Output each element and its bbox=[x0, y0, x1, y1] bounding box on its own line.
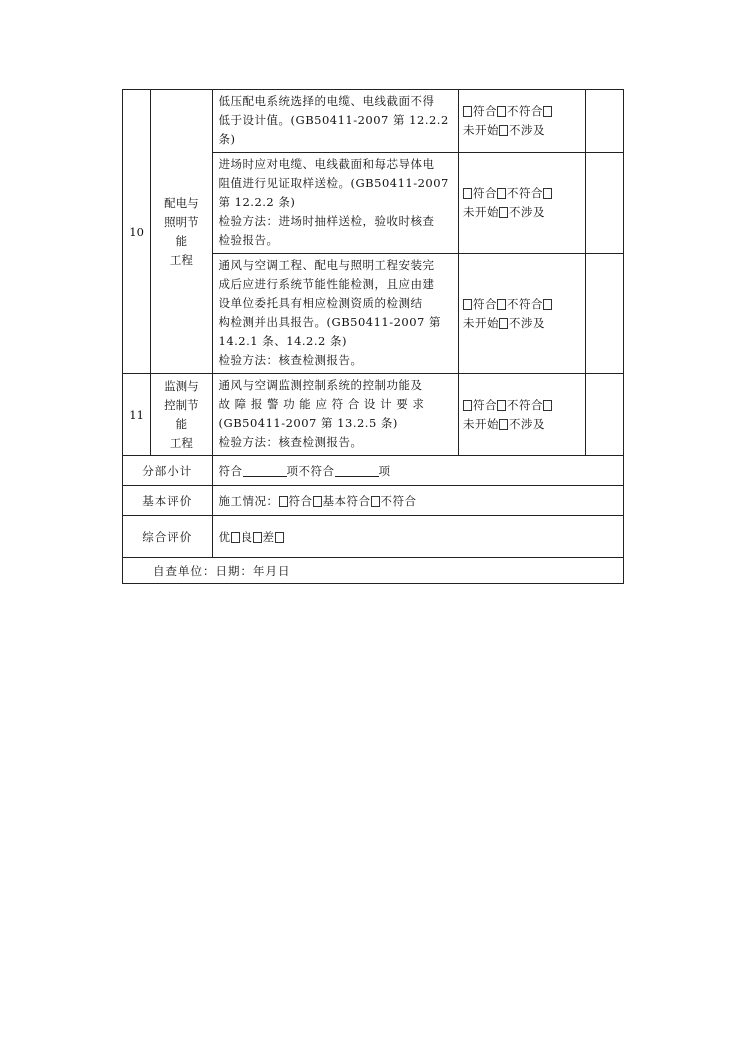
checkbox[interactable] bbox=[463, 106, 472, 117]
subtotal-value: 符合 项不符合 项 bbox=[212, 456, 623, 486]
checkbox[interactable] bbox=[231, 532, 240, 543]
row-number: 10 bbox=[123, 90, 151, 374]
overall-eval-value: 优 良 差 bbox=[212, 516, 623, 558]
result-options: 符合 不符合 未开始 不涉及 bbox=[458, 90, 585, 153]
checkbox[interactable] bbox=[499, 318, 508, 329]
project-name-cell: 配电与 照明节 能 工程 bbox=[151, 90, 212, 374]
checkbox[interactable] bbox=[279, 496, 288, 507]
checkbox[interactable] bbox=[497, 299, 506, 310]
checkbox[interactable] bbox=[543, 400, 552, 411]
checkbox[interactable] bbox=[463, 188, 472, 199]
basic-eval-value: 施工情况： 符合 基本符合 不符合 bbox=[212, 486, 623, 516]
checkbox[interactable] bbox=[497, 106, 506, 117]
overall-eval-row bbox=[123, 516, 624, 558]
checkbox[interactable] bbox=[499, 207, 508, 218]
checkbox[interactable] bbox=[499, 125, 508, 136]
result-options: 符合 不符合 未开始 不涉及 bbox=[458, 153, 585, 254]
table-row-11 bbox=[123, 374, 624, 456]
row-number: 11 bbox=[123, 374, 151, 456]
requirement-desc: 进场时应对电缆、电线截面和每芯导体电 阻值进行见证取样送检。(GB50411-2007 第 12.2.2 条) 检验方法：进场时抽样送检，验收时核查 检验报告。 bbox=[212, 153, 458, 254]
basic-eval-row bbox=[123, 486, 624, 516]
requirement-desc: 低压配电系统选择的电缆、电线截面不得 低于设计值。(GB50411-2007 第 12.2.2 条) bbox=[212, 90, 458, 153]
inspection-table bbox=[122, 89, 624, 584]
checkbox[interactable] bbox=[543, 188, 552, 199]
remarks-cell[interactable] bbox=[585, 254, 623, 374]
checkbox[interactable] bbox=[543, 106, 552, 117]
overall-eval-label: 综合评价 bbox=[123, 516, 213, 558]
project-name-cell: 监测与 控制节 能 工程 bbox=[151, 374, 212, 456]
footer-row bbox=[123, 558, 624, 584]
basic-eval-label: 基本评价 bbox=[123, 486, 213, 516]
fail-count-field[interactable] bbox=[335, 464, 379, 477]
self-check-footer: 自查单位：日期：年月日 bbox=[153, 563, 291, 578]
table-row-10 bbox=[123, 90, 624, 153]
checkbox[interactable] bbox=[497, 188, 506, 199]
checkbox[interactable] bbox=[499, 419, 508, 430]
checkbox[interactable] bbox=[463, 299, 472, 310]
checkbox[interactable] bbox=[497, 400, 506, 411]
subtotal-label: 分部小计 bbox=[123, 456, 213, 486]
footer-cell bbox=[123, 558, 624, 584]
checkbox[interactable] bbox=[463, 400, 472, 411]
checkbox[interactable] bbox=[313, 496, 322, 507]
checkbox[interactable] bbox=[543, 299, 552, 310]
checkbox[interactable] bbox=[275, 532, 284, 543]
remarks-cell[interactable] bbox=[585, 374, 623, 456]
checkbox[interactable] bbox=[371, 496, 380, 507]
requirement-desc: 通风与空调工程、配电与照明工程安装完 成后应进行系统节能性能检测，且应由建 设单位委托具有相应检测资质的检测结 构检测并出具报告。(GB50411-2007 第 14.2.1 条、14.2.2 条) 检验方法：核查检测报告。 bbox=[212, 254, 458, 374]
remarks-cell[interactable] bbox=[585, 90, 623, 153]
result-options: 符合 不符合 未开始 不涉及 bbox=[458, 374, 585, 456]
requirement-desc: 通风与空调监测控制系统的控制功能及 故 障 报 警 功 能 应 符 合 设 计 要 求 (GB50411-2007 第 13.2.5 条) 检验方法：核查检测报告。 bbox=[212, 374, 458, 456]
subtotal-row bbox=[123, 456, 624, 486]
remarks-cell[interactable] bbox=[585, 153, 623, 254]
result-options: 符合 不符合 未开始 不涉及 bbox=[458, 254, 585, 374]
pass-count-field[interactable] bbox=[243, 464, 287, 477]
checkbox[interactable] bbox=[253, 532, 262, 543]
